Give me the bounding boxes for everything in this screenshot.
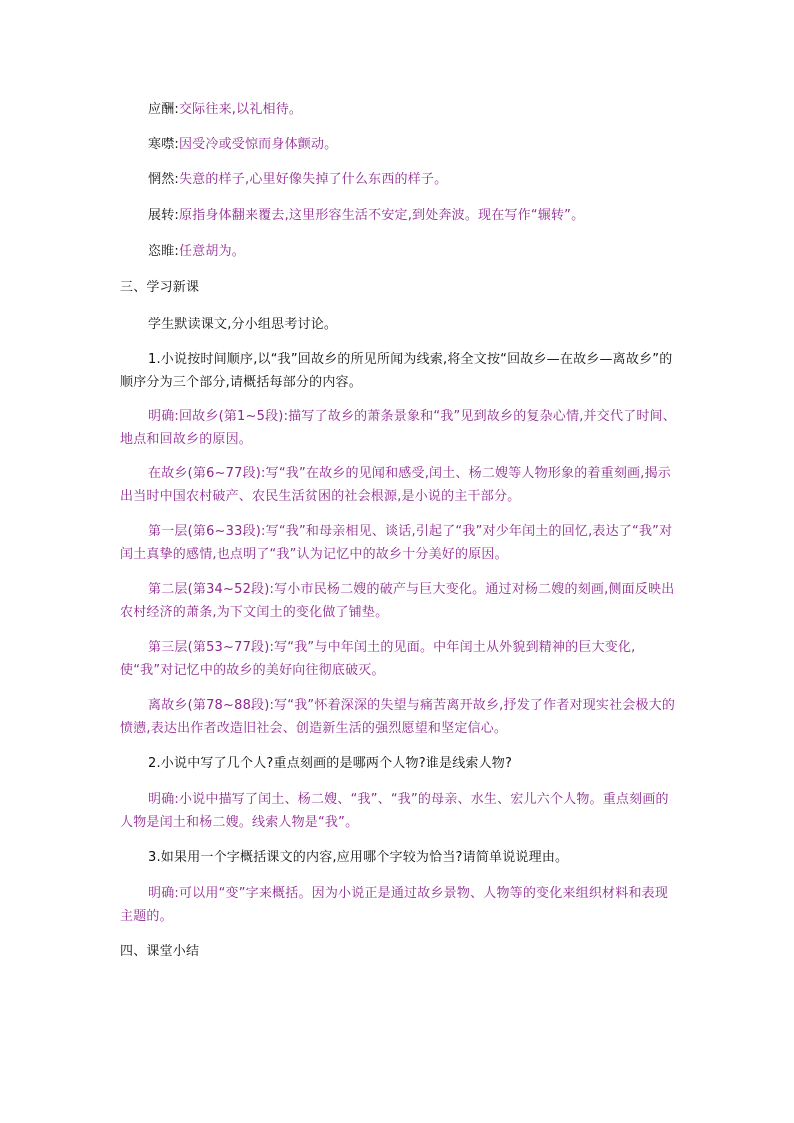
answer-1-layer3: 第三层(第53~77段):写“我”与中年闰土的见面。中年闰土从外貌到精神的巨大变化,使“我”对记忆中的故乡的美好向往彻底破灭。	[120, 640, 636, 678]
answer-2	[120, 788, 680, 834]
section-heading-4: 四、课堂小结	[120, 944, 200, 959]
vocab-item	[120, 98, 680, 121]
vocab-item	[120, 168, 680, 191]
answer-label: 明确:	[148, 886, 179, 901]
question-2: 2.小说中写了几个人?重点刻画的是哪两个人物?谁是线索人物?	[148, 756, 513, 771]
answer-1-part2: 在故乡(第6~77段):写“我”在故乡的见闻和感受,闰土、杨二嫂等人物形象的着重刻画,揭示出当时中国农村破产、农民生活贫困的社会根源,是小说的主干部分。	[120, 466, 671, 504]
vocab-term: 惘然:	[148, 172, 179, 187]
answer-1-part1	[120, 405, 680, 451]
question-3: 3.如果用一个字概括课文的内容,应用哪个字较为恰当?请简单说说理由。	[148, 850, 569, 865]
section-intro: 学生默读课文,分小组思考讨论。	[148, 317, 338, 332]
vocab-term: 寒噤:	[148, 137, 179, 152]
vocab-term: 恣睢:	[148, 244, 179, 259]
vocab-definition: 失意的样子,心里好像失掉了什么东西的样子。	[178, 172, 448, 187]
vocab-definition: 任意胡为。	[178, 244, 245, 259]
vocab-item	[120, 204, 680, 227]
vocab-item	[120, 240, 680, 263]
answer-1-part3: 离故乡(第78~88段):写“我”怀着深深的失望与痛苦离开故乡,抒发了作者对现实社会极大的愤懑,表达出作者改造旧社会、创造新生活的强烈愿望和坚定信心。	[120, 698, 676, 736]
vocab-item	[120, 133, 680, 156]
vocab-term: 应酬:	[148, 102, 179, 117]
section-heading-3: 三、学习新课	[120, 280, 200, 295]
answer-label: 明确:	[148, 792, 179, 807]
answer-text: 回故乡(第1~5段):描写了故乡的萧条景象和“我”见到故乡的复杂心情,并交代了时间、地点和回故乡的原因。	[120, 409, 676, 447]
vocab-definition: 因受冷或受惊而身体颤动。	[178, 137, 338, 152]
answer-label: 明确:	[148, 409, 179, 424]
answer-text: 可以用“变”字来概括。因为小说正是通过故乡景物、人物等的变化来组织材料和表现主题的。	[120, 886, 669, 924]
vocab-definition: 交际往来,以礼相待。	[178, 102, 303, 117]
answer-1-layer2: 第二层(第34~52段):写小市民杨二嫂的破产与巨大变化。通过对杨二嫂的刻画,侧面反映出农村经济的萧条,为下文闰土的变化做了铺垫。	[120, 582, 675, 620]
answer-1-layer1: 第一层(第6~33段):写“我”和母亲相见、谈话,引起了“我”对少年闰土的回忆,表达了“我”对闰土真挚的感情,也点明了“我”认为记忆中的故乡十分美好的原因。	[120, 524, 673, 562]
question-1: 1.小说按时间顺序,以“我”回故乡的所见所闻为线索,将全文按“回故乡—在故乡—离故乡”的顺序分为三个部分,请概括每部分的内容。	[120, 352, 673, 390]
vocab-term: 展转:	[148, 208, 179, 223]
answer-text: 小说中描写了闰土、杨二嫂、“我”、“我”的母亲、水生、宏儿六个人物。重点刻画的人物是闰土和杨二嫂。线索人物是“我”。	[120, 792, 669, 830]
vocab-definition: 原指身体翻来覆去,这里形容生活不安定,到处奔波。现在写作“辗转”。	[178, 208, 585, 223]
answer-3	[120, 882, 680, 928]
